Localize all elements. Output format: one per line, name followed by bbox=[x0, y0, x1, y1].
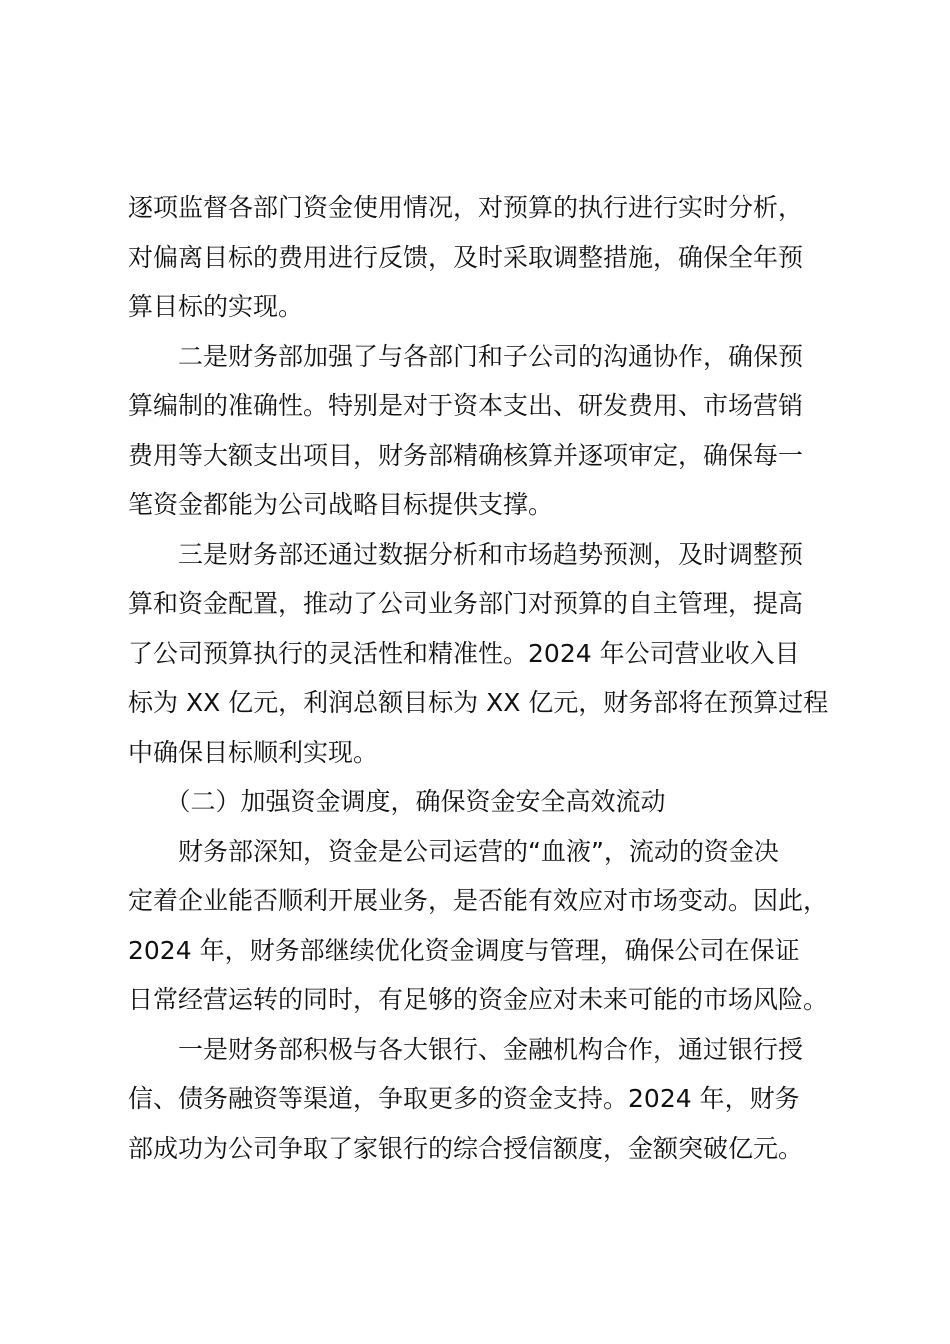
document-body bbox=[128, 183, 838, 1173]
text-line: 笔资金都能为公司战略目标提供支撑。 bbox=[128, 490, 554, 519]
section-heading: （二）加强资金调度，确保资金安全高效流动 bbox=[128, 787, 666, 816]
text-line: 信、债务融资等渠道，争取更多的资金支持。2024 年，财务 bbox=[128, 1084, 800, 1113]
text-line: 财务部深知，资金是公司运营的“血液”，流动的资金决 bbox=[128, 836, 779, 866]
text-line: 中确保目标顺利实现。 bbox=[128, 737, 379, 767]
text-line: 三是财务部还通过数据分析和市场趋势预测，及时调整预 bbox=[128, 539, 804, 569]
text-line: 算编制的准确性。特别是对于资本支出、研发费用、市场营销 bbox=[128, 391, 804, 420]
text-line: 算目标的实现。 bbox=[128, 292, 304, 321]
text-line: 算和资金配置，推动了公司业务部门对预算的自主管理，提高 bbox=[128, 589, 804, 618]
text-line: 费用等大额支出项目，财务部精确核算并逐项审定，确保每一 bbox=[128, 440, 804, 470]
text-line: 对偏离目标的费用进行反馈，及时采取调整措施，确保全年预 bbox=[128, 242, 804, 272]
text-line: 日常经营运转的同时，有足够的资金应对未来可能的市场风险。 bbox=[128, 985, 829, 1014]
text-line: 一是财务部积极与各大银行、金融机构合作，通过银行授 bbox=[128, 1034, 804, 1064]
text-line: 了公司预算执行的灵活性和精准性。2024 年公司营业收入目 bbox=[128, 638, 800, 668]
text-line: 二是财务部加强了与各部门和子公司的沟通协作，确保预 bbox=[128, 341, 804, 371]
text-line: 定着企业能否顺利开展业务，是否能有效应对市场变动。因此， bbox=[128, 886, 829, 915]
text-line: 部成功为公司争取了家银行的综合授信额度，金额突破亿元。 bbox=[128, 1133, 804, 1163]
text-line: 2024 年，财务部继续优化资金调度与管理，确保公司在保证 bbox=[128, 935, 800, 965]
text-line: 标为 XX 亿元，利润总额目标为 XX 亿元，财务部将在预算过程 bbox=[128, 688, 829, 717]
text-line: 逐项监督各部门资金使用情况，对预算的执行进行实时分析， bbox=[128, 193, 804, 222]
